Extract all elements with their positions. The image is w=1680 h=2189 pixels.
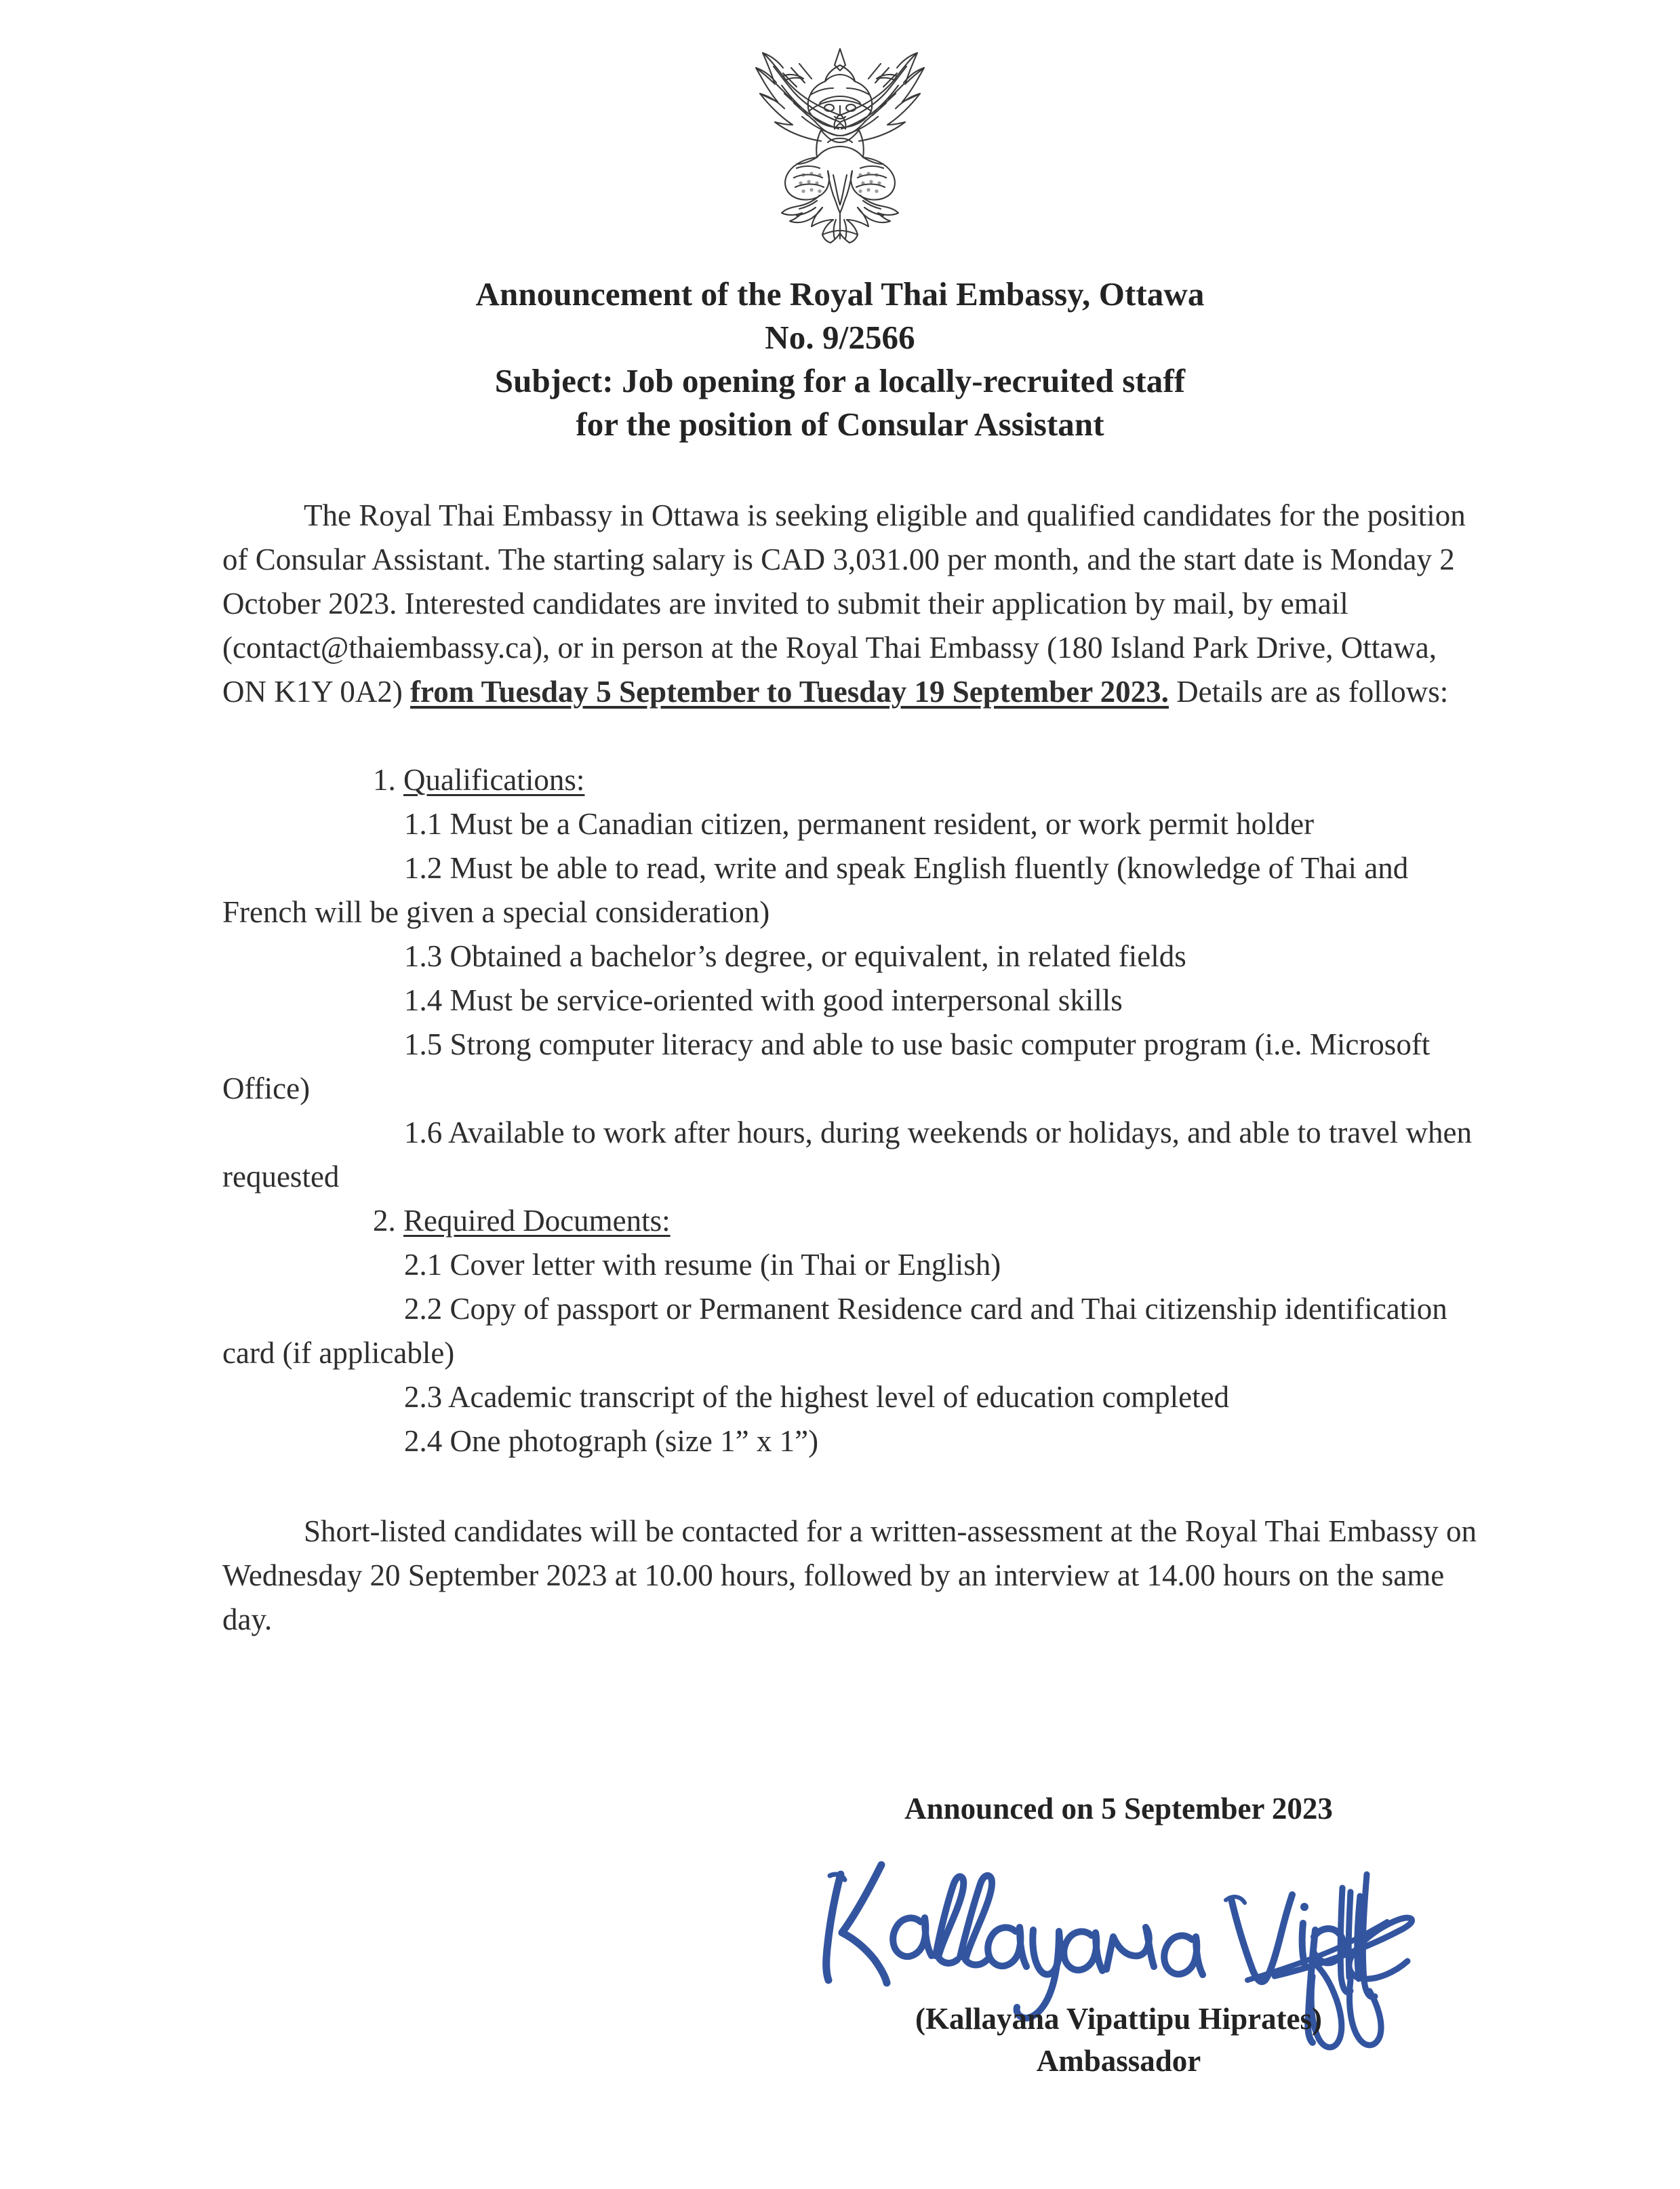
title-line-2-announcement-number: No. 9/2566	[765, 319, 915, 356]
title-line-1: Announcement of the Royal Thai Embassy, Ottawa	[475, 275, 1205, 313]
required-document-item-2-1: 2.1 Cover letter with resume (in Thai or English)	[404, 1248, 1001, 1282]
title-line-4-position: for the position of Consular Assistant	[576, 406, 1104, 443]
intro-text-part1: The Royal Thai Embassy in Ottawa is seeking eligible and qualified candidates for the position of Consular Assistant. The starting salary is CAD 3,031.00 per month, and the start date is Monday 2 October 2023. Interested candidates are invited to submit their application by mail, by email (contact@thaiembassy.ca), or in person at the Royal Thai Embassy (180 Island Park Drive, Ottawa, ON K1Y 0A2)	[222, 498, 1466, 709]
section-1-number: 1.	[373, 763, 396, 797]
section-1-heading	[222, 758, 1480, 802]
announced-date: Announced on 5 September 2023	[904, 1792, 1333, 1826]
qualification-item-1-3: 1.3 Obtained a bachelor’s degree, or equivalent, in related fields	[404, 939, 1186, 973]
closing-paragraph: Short-listed candidates will be contacted for a written-assessment at the Royal Thai Embassy on Wednesday 20 September 2023 at 10.00 hours, followed by an interview at 14.00 hours on the same day.	[222, 1514, 1477, 1636]
required-document-item-2-3: 2.3 Academic transcript of the highest level of education completed	[404, 1380, 1230, 1414]
qualification-item-1-5: 1.5 Strong computer literacy and able to use basic computer program (i.e. Microsoft Office)	[222, 1027, 1431, 1105]
qualification-item-1-1: 1.1 Must be a Canadian citizen, permanent resident, or work permit holder	[404, 807, 1315, 841]
signatory-role: Ambassador	[1036, 2044, 1201, 2078]
qualification-item-1-4: 1.4 Must be service-oriented with good interpersonal skills	[404, 983, 1123, 1017]
intro-text-part2: Details are as follows:	[1168, 675, 1449, 709]
page-title	[0, 273, 1680, 446]
qualification-item-1-2: 1.2 Must be able to read, write and speak English fluently (knowledge of Thai and French will be given a special consideration)	[222, 851, 1409, 929]
spacer	[222, 1463, 1480, 1510]
intro-paragraph	[222, 494, 1480, 714]
section-2-heading	[222, 1199, 1480, 1243]
section-2-title: Required Documents:	[403, 1204, 671, 1238]
section-1-title: Qualifications:	[403, 763, 585, 797]
document-body	[222, 494, 1480, 1642]
required-document-item-2-2: 2.2 Copy of passport or Permanent Residence card and Thai citizenship identification card (if applicable)	[222, 1292, 1447, 1370]
signatory-name: (Kallayana Vipattipu Hiprates)	[915, 2002, 1323, 2036]
title-line-3-subject: Subject: Job opening for a locally-recruited staff	[494, 362, 1186, 399]
signature-block	[780, 1788, 1458, 2082]
spacer	[222, 714, 1480, 758]
qualification-item-1-6: 1.6 Available to work after hours, during weekends or holidays, and able to travel when requested	[222, 1116, 1472, 1194]
emblem-container	[0, 35, 1680, 245]
application-period: from Tuesday 5 September to Tuesday 19 September 2023.	[410, 675, 1169, 709]
section-2-number: 2.	[373, 1204, 396, 1238]
required-document-item-2-4: 2.4 One photograph (size 1” x 1”)	[404, 1424, 819, 1458]
garuda-emblem	[738, 35, 942, 245]
